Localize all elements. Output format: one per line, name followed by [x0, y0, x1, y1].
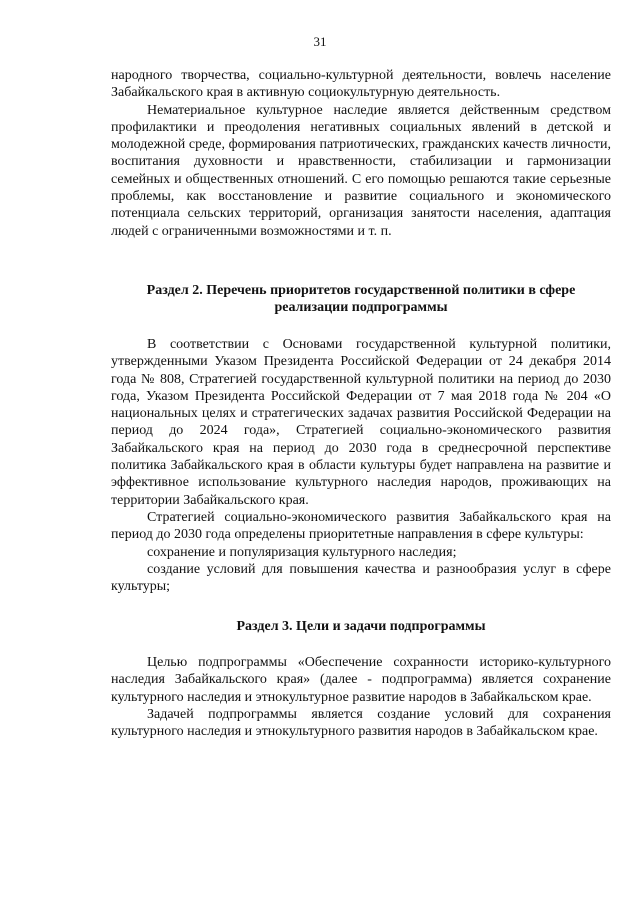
document-body	[111, 67, 611, 740]
section-3-paragraph-1: Целью подпрограммы «Обеспечение сохранности историко-культурного наследия Забайкальского края» (далее - подпрограмма) является сохранение культурного наследия и этнокультурное развитие народов в Забайкальском крае.	[111, 654, 611, 705]
page-number: 31	[313, 34, 327, 49]
section-2-heading: Раздел 2. Перечень приоритетов государственной политики в сфере реализации подпрограммы	[146, 282, 576, 316]
section-3-paragraph-2: Задачей подпрограммы является создание условий для сохранения культурного наследия и этнокультурного развития народов в Забайкальском крае.	[111, 706, 611, 740]
section-2-list-item-1: сохранение и популяризация культурного наследия;	[147, 544, 457, 560]
section-2-paragraph-1: В соответствии с Основами государственной культурной политики, утвержденными Указом Президента Российской Федерации от 24 декабря 2014 года № 808, Стратегией государственной культурной политики на период до 2030 года, Указом Президента Российской Федерации от 7 мая 2018 года № 204 «О национальных целях и стратегических задачах развития Российской Федерации на период до 2024 года», Стратегией социально-экономического развития Забайкальского края на период до 2030 года в среднесрочной перспективе политика Забайкальского края в области культуры будет направлена на развитие и эффективное использование культурного наследия народов, проживающих на территории Забайкальского края.	[111, 336, 611, 508]
intro-continuation-paragraph: народного творчества, социально-культурной деятельности, вовлечь население Забайкальского края в активную социокультурную деятельность.	[111, 68, 611, 101]
section-3-heading: Раздел 3. Цели и задачи подпрограммы	[236, 619, 486, 635]
section-2-list-item-2: создание условий для повышения качества и разнообразия услуг в сфере культуры;	[111, 561, 611, 595]
section-2-paragraph-2: Стратегией социально-экономического развития Забайкальского края на период до 2030 года определены приоритетные направления в сфере культуры:	[111, 509, 611, 543]
intro-heritage-paragraph: Нематериальное культурное наследие является действенным средством профилактики и преодоления негативных социальных явлений в детской и молодежной среде, формирования патриотических, гражданских качеств личности, воспитания духовности и нравственности, стабилизации и гармонизации семейных и общественных отношений. С его помощью решаются такие серьезные проблемы, как восстановление и развитие социального и экономического потенциала сельских территорий, организация занятости населения, адаптация людей с ограниченными возможностями и т. п.	[111, 102, 611, 239]
